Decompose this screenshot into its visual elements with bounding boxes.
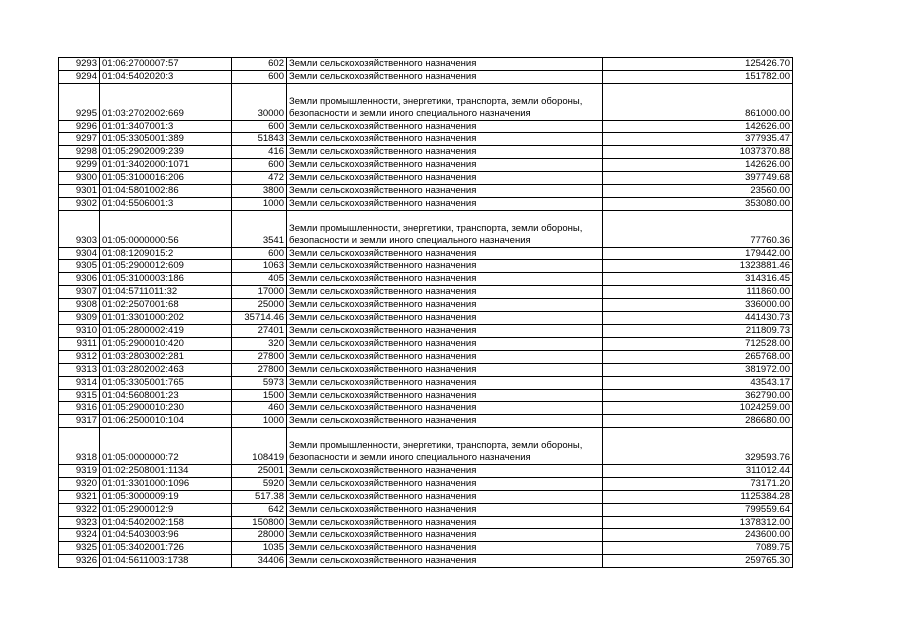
table-row: [59, 58, 793, 71]
area-cell: 602: [232, 58, 287, 71]
area-cell: 25000: [232, 299, 287, 312]
area-cell: 405: [232, 273, 287, 286]
area-cell: 150800: [232, 516, 287, 529]
cadastral-number-cell: 01:05:2902009:239: [100, 146, 232, 159]
cadastral-value-cell: 377935.47: [603, 133, 793, 146]
land-category-cell: Земли сельскохозяйственного назначения: [287, 247, 603, 260]
table-row: [59, 464, 793, 477]
row-number-cell: 9297: [59, 133, 100, 146]
land-category-cell: Земли сельскохозяйственного назначения: [287, 350, 603, 363]
table-row: [59, 490, 793, 503]
cadastral-value-cell: 43543.17: [603, 376, 793, 389]
table-row: [59, 516, 793, 529]
row-number-cell: 9296: [59, 120, 100, 133]
land-category-cell: Земли сельскохозяйственного назначения: [287, 172, 603, 185]
cadastral-number-cell: 01:06:2700007:57: [100, 58, 232, 71]
cadastral-number-cell: 01:05:3000009:19: [100, 490, 232, 503]
table-row: [59, 542, 793, 555]
land-category-cell: Земли сельскохозяйственного назначения: [287, 542, 603, 555]
cadastral-number-cell: 01:03:2702002:669: [100, 83, 232, 120]
cadastral-number-cell: 01:04:5403003:96: [100, 529, 232, 542]
cadastral-value-cell: 265768.00: [603, 350, 793, 363]
row-number-cell: 9302: [59, 197, 100, 210]
land-category-cell: Земли сельскохозяйственного назначения: [287, 376, 603, 389]
land-category-cell: Земли сельскохозяйственного назначения: [287, 120, 603, 133]
cadastral-number-cell: 01:04:5801002:86: [100, 185, 232, 198]
cadastral-number-cell: 01:02:2507001:68: [100, 299, 232, 312]
table-row: [59, 477, 793, 490]
land-category-cell: Земли промышленности, энергетики, транспорта, земли обороны, безопасности и земли иного специального назначения: [287, 210, 603, 247]
row-number-cell: 9325: [59, 542, 100, 555]
cadastral-value-cell: 311012.44: [603, 464, 793, 477]
row-number-cell: 9322: [59, 503, 100, 516]
table-row: [59, 324, 793, 337]
cadastral-value-cell: 73171.20: [603, 477, 793, 490]
row-number-cell: 9317: [59, 415, 100, 428]
table-row: [59, 428, 793, 465]
row-number-cell: 9307: [59, 286, 100, 299]
table-row: [59, 120, 793, 133]
row-number-cell: 9294: [59, 70, 100, 83]
land-category-cell: Земли сельскохозяйственного назначения: [287, 389, 603, 402]
cadastral-number-cell: 01:05:2900010:230: [100, 402, 232, 415]
area-cell: 17000: [232, 286, 287, 299]
cadastral-number-cell: 01:05:0000000:72: [100, 428, 232, 465]
cadastral-number-cell: 01:01:3402000:1071: [100, 159, 232, 172]
area-cell: 28000: [232, 529, 287, 542]
cadastral-number-cell: 01:04:5711011:32: [100, 286, 232, 299]
cadastral-value-cell: 1024259.00: [603, 402, 793, 415]
area-cell: 51843: [232, 133, 287, 146]
cadastral-number-cell: 01:04:5506001:3: [100, 197, 232, 210]
table-row: [59, 70, 793, 83]
table-row: [59, 273, 793, 286]
land-category-cell: Земли сельскохозяйственного назначения: [287, 273, 603, 286]
row-number-cell: 9303: [59, 210, 100, 247]
land-category-cell: Земли сельскохозяйственного назначения: [287, 312, 603, 325]
table-row: [59, 172, 793, 185]
land-category-cell: Земли сельскохозяйственного назначения: [287, 299, 603, 312]
area-cell: 5973: [232, 376, 287, 389]
cadastral-value-cell: 151782.00: [603, 70, 793, 83]
area-cell: 1000: [232, 197, 287, 210]
land-category-cell: Земли сельскохозяйственного назначения: [287, 260, 603, 273]
cadastral-number-cell: 01:05:0000000:56: [100, 210, 232, 247]
cadastral-number-cell: 01:04:5611003:1738: [100, 555, 232, 568]
cadastral-number-cell: 01:03:2803002:281: [100, 350, 232, 363]
cadastral-number-cell: 01:04:5608001:23: [100, 389, 232, 402]
land-category-cell: Земли сельскохозяйственного назначения: [287, 490, 603, 503]
table-body: [59, 58, 793, 568]
table-row: [59, 389, 793, 402]
land-category-cell: Земли сельскохозяйственного назначения: [287, 415, 603, 428]
row-number-cell: 9310: [59, 324, 100, 337]
table-row: [59, 363, 793, 376]
area-cell: 600: [232, 70, 287, 83]
row-number-cell: 9298: [59, 146, 100, 159]
cadastral-value-cell: 712528.00: [603, 337, 793, 350]
table-row: [59, 260, 793, 273]
table-row: [59, 133, 793, 146]
land-category-cell: Земли сельскохозяйственного назначения: [287, 464, 603, 477]
area-cell: 3541: [232, 210, 287, 247]
cadastral-number-cell: 01:05:3305001:765: [100, 376, 232, 389]
cadastral-value-cell: 77760.36: [603, 210, 793, 247]
cadastral-number-cell: 01:04:5402002:158: [100, 516, 232, 529]
cadastral-number-cell: 01:05:2900010:420: [100, 337, 232, 350]
cadastral-number-cell: 01:01:3407001:3: [100, 120, 232, 133]
row-number-cell: 9323: [59, 516, 100, 529]
table-row: [59, 185, 793, 198]
cadastral-value-cell: 861000.00: [603, 83, 793, 120]
area-cell: 25001: [232, 464, 287, 477]
cadastral-value-cell: 111860.00: [603, 286, 793, 299]
land-category-cell: Земли промышленности, энергетики, транспорта, земли обороны, безопасности и земли иного специального назначения: [287, 83, 603, 120]
area-cell: 34406: [232, 555, 287, 568]
cadastral-value-cell: 259765.30: [603, 555, 793, 568]
row-number-cell: 9308: [59, 299, 100, 312]
table-row: [59, 299, 793, 312]
table-row: [59, 210, 793, 247]
row-number-cell: 9321: [59, 490, 100, 503]
cadastral-value-cell: 336000.00: [603, 299, 793, 312]
land-category-cell: Земли сельскохозяйственного назначения: [287, 133, 603, 146]
cadastral-value-cell: 799559.64: [603, 503, 793, 516]
row-number-cell: 9295: [59, 83, 100, 120]
area-cell: 600: [232, 247, 287, 260]
table-row: [59, 503, 793, 516]
cadastral-value-cell: 1378312.00: [603, 516, 793, 529]
land-registry-table: [58, 57, 793, 568]
row-number-cell: 9309: [59, 312, 100, 325]
row-number-cell: 9316: [59, 402, 100, 415]
area-cell: 416: [232, 146, 287, 159]
row-number-cell: 9306: [59, 273, 100, 286]
cadastral-value-cell: 243600.00: [603, 529, 793, 542]
cadastral-number-cell: 01:05:3305001:389: [100, 133, 232, 146]
land-category-cell: Земли сельскохозяйственного назначения: [287, 529, 603, 542]
row-number-cell: 9301: [59, 185, 100, 198]
land-category-cell: Земли сельскохозяйственного назначения: [287, 555, 603, 568]
table-row: [59, 247, 793, 260]
land-category-cell: Земли сельскохозяйственного назначения: [287, 58, 603, 71]
table-row: [59, 286, 793, 299]
row-number-cell: 9320: [59, 477, 100, 490]
land-category-cell: Земли сельскохозяйственного назначения: [287, 146, 603, 159]
table-row: [59, 337, 793, 350]
cadastral-number-cell: 01:03:2802002:463: [100, 363, 232, 376]
table-row: [59, 415, 793, 428]
table-row: [59, 312, 793, 325]
area-cell: 27800: [232, 363, 287, 376]
cadastral-value-cell: 286680.00: [603, 415, 793, 428]
cadastral-value-cell: 1037370.88: [603, 146, 793, 159]
area-cell: 3800: [232, 185, 287, 198]
row-number-cell: 9299: [59, 159, 100, 172]
row-number-cell: 9318: [59, 428, 100, 465]
row-number-cell: 9300: [59, 172, 100, 185]
table-row: [59, 159, 793, 172]
area-cell: 1035: [232, 542, 287, 555]
cadastral-value-cell: 362790.00: [603, 389, 793, 402]
cadastral-number-cell: 01:05:3100016:206: [100, 172, 232, 185]
land-category-cell: Земли сельскохозяйственного назначения: [287, 70, 603, 83]
land-category-cell: Земли сельскохозяйственного назначения: [287, 159, 603, 172]
cadastral-number-cell: 01:05:2900012:609: [100, 260, 232, 273]
row-number-cell: 9319: [59, 464, 100, 477]
cadastral-value-cell: 7089.75: [603, 542, 793, 555]
cadastral-number-cell: 01:01:3301000:1096: [100, 477, 232, 490]
area-cell: 1000: [232, 415, 287, 428]
row-number-cell: 9326: [59, 555, 100, 568]
row-number-cell: 9324: [59, 529, 100, 542]
row-number-cell: 9311: [59, 337, 100, 350]
area-cell: 1063: [232, 260, 287, 273]
cadastral-value-cell: 353080.00: [603, 197, 793, 210]
cadastral-value-cell: 179442.00: [603, 247, 793, 260]
land-category-cell: Земли сельскохозяйственного назначения: [287, 185, 603, 198]
cadastral-value-cell: 314316.45: [603, 273, 793, 286]
land-category-cell: Земли сельскохозяйственного назначения: [287, 477, 603, 490]
area-cell: 1500: [232, 389, 287, 402]
cadastral-value-cell: 142626.00: [603, 159, 793, 172]
cadastral-number-cell: 01:04:5402020:3: [100, 70, 232, 83]
area-cell: 600: [232, 159, 287, 172]
cadastral-value-cell: 1323881.46: [603, 260, 793, 273]
cadastral-number-cell: 01:05:3100003:186: [100, 273, 232, 286]
cadastral-value-cell: 211809.73: [603, 324, 793, 337]
land-category-cell: Земли сельскохозяйственного назначения: [287, 337, 603, 350]
land-category-cell: Земли сельскохозяйственного назначения: [287, 516, 603, 529]
area-cell: 5920: [232, 477, 287, 490]
area-cell: 460: [232, 402, 287, 415]
table-row: [59, 402, 793, 415]
cadastral-value-cell: 142626.00: [603, 120, 793, 133]
row-number-cell: 9315: [59, 389, 100, 402]
land-category-cell: Земли промышленности, энергетики, транспорта, земли обороны, безопасности и земли иного специального назначения: [287, 428, 603, 465]
cadastral-value-cell: 1125384.28: [603, 490, 793, 503]
area-cell: 108419: [232, 428, 287, 465]
cadastral-value-cell: 23560.00: [603, 185, 793, 198]
area-cell: 320: [232, 337, 287, 350]
cadastral-number-cell: 01:08:1209015:2: [100, 247, 232, 260]
land-category-cell: Земли сельскохозяйственного назначения: [287, 286, 603, 299]
area-cell: 27800: [232, 350, 287, 363]
table-row: [59, 529, 793, 542]
cadastral-value-cell: 125426.70: [603, 58, 793, 71]
area-cell: 642: [232, 503, 287, 516]
cadastral-value-cell: 381972.00: [603, 363, 793, 376]
table-row: [59, 555, 793, 568]
land-category-cell: Земли сельскохозяйственного назначения: [287, 324, 603, 337]
cadastral-number-cell: 01:05:2900012:9: [100, 503, 232, 516]
table-row: [59, 146, 793, 159]
cadastral-value-cell: 397749.68: [603, 172, 793, 185]
area-cell: 472: [232, 172, 287, 185]
row-number-cell: 9313: [59, 363, 100, 376]
land-category-cell: Земли сельскохозяйственного назначения: [287, 363, 603, 376]
table-row: [59, 350, 793, 363]
cadastral-number-cell: 01:06:2500010:104: [100, 415, 232, 428]
land-category-cell: Земли сельскохозяйственного назначения: [287, 402, 603, 415]
area-cell: 35714.46: [232, 312, 287, 325]
cadastral-value-cell: 329593.76: [603, 428, 793, 465]
row-number-cell: 9305: [59, 260, 100, 273]
cadastral-number-cell: 01:02:2508001:1134: [100, 464, 232, 477]
cadastral-number-cell: 01:05:2800002:419: [100, 324, 232, 337]
area-cell: 517.38: [232, 490, 287, 503]
row-number-cell: 9312: [59, 350, 100, 363]
area-cell: 30000: [232, 83, 287, 120]
area-cell: 600: [232, 120, 287, 133]
cadastral-value-cell: 441430.73: [603, 312, 793, 325]
cadastral-number-cell: 01:01:3301000:202: [100, 312, 232, 325]
cadastral-number-cell: 01:05:3402001:726: [100, 542, 232, 555]
table-row: [59, 197, 793, 210]
area-cell: 27401: [232, 324, 287, 337]
row-number-cell: 9304: [59, 247, 100, 260]
table-row: [59, 83, 793, 120]
land-category-cell: Земли сельскохозяйственного назначения: [287, 503, 603, 516]
row-number-cell: 9314: [59, 376, 100, 389]
table-row: [59, 376, 793, 389]
land-category-cell: Земли сельскохозяйственного назначения: [287, 197, 603, 210]
row-number-cell: 9293: [59, 58, 100, 71]
